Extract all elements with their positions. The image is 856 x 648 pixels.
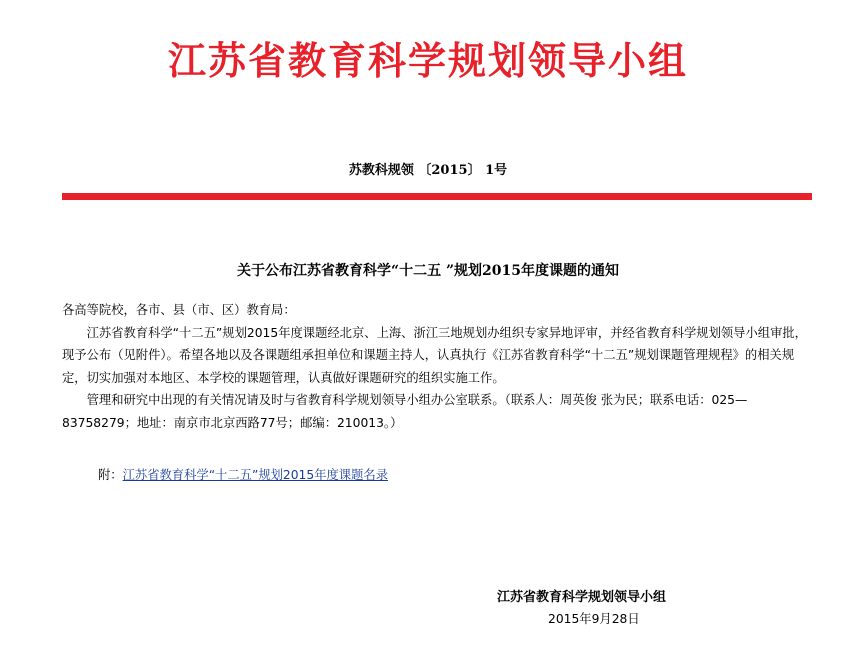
attachment-line [98, 465, 388, 483]
signature-date: 2015年9月28日 [548, 612, 640, 626]
header-title: 江苏省教育科学规划领导小组 [167, 39, 688, 83]
salutation: 各高等院校，各市、县（市、区）教育局： [62, 303, 296, 317]
notice-title: 关于公布江苏省教育科学“十二五 ”规划2015年度课题的通知 [237, 263, 619, 279]
body-paragraph-2: 管理和研究中出现的有关情况请及时与省教育科学规划领导小组办公室联系。（联系人：周英俊 张为民；联系电话：025—83758279；地址：南京市北京西路77号；邮编：210013。） [62, 393, 748, 430]
attachment-link[interactable]: 江苏省教育科学“十二五”规划2015年度课题名录 [122, 468, 388, 482]
body-paragraph-1: 江苏省教育科学“十二五”规划2015年度课题经北京、上海、浙江三地规划办组织专家异地评审，并经省教育科学规划领导小组审批，现予公布（见附件）。希望各地以及各课题组承担单位和课题主持人，认真执行《江苏省教育科学“十二五”规划课题管理规程》的相关规定，切实加强对本地区、本学校的课题管理，认真做好课题研究的组织实施工作。 [62, 325, 807, 385]
red-divider-line [62, 193, 812, 200]
attachment-prefix: 附： [98, 468, 123, 482]
notice-body [62, 299, 807, 435]
signature-organization: 江苏省教育科学规划领导小组 [497, 590, 667, 605]
document-number: 苏教科规领 〔2015〕 1号 [348, 163, 508, 178]
